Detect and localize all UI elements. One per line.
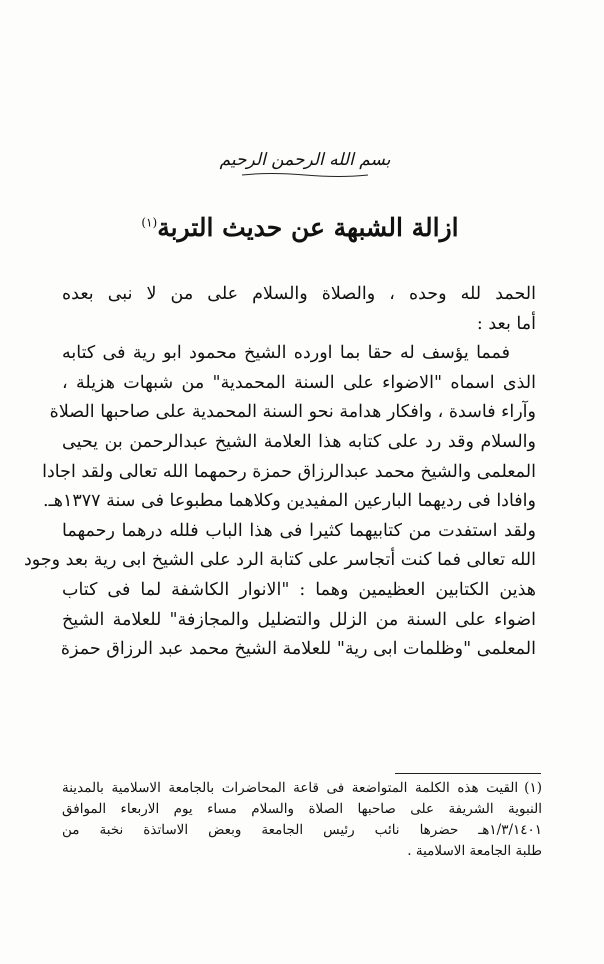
body-line: وافادا فى رديهما البارعين المفيدين وكلاهما مطبوعا فى سنة ١٣٧٧هـ. [43,491,536,512]
basmala-text: بسم الله الرحمن الرحيم [219,150,391,170]
body-line: الحمد لله وحده ، والصلاة والسلام على من لا نبى بعده [62,284,536,304]
body-line: فمما يؤسف له حقا بما اورده الشيخ محمود ابو رية فى كتابه [62,343,510,364]
basmala-ornament-icon [240,172,370,178]
body-line: والسلام وقد رد على كتابه هذا العلامة الشيخ عبدالرحمن بن يحيى [62,431,536,452]
footnote-marker: (١) [524,780,542,796]
body-line: المعلمى والشيخ محمد عبدالرزاق حمزة رحمهما الله تعالى ولقد اجادا [42,461,536,482]
body-line: المعلمى "وظلمات ابى رية" للعلامة الشيخ محمد عبد الرزاق حمزة [60,639,536,660]
body-line: أما بعد : [476,313,536,334]
body-text [23,280,536,665]
body-line: الله تعالى فما كنت أتجاسر على كتابة الرد على الشيخ ابى رية بعد وجود [23,550,536,571]
page-title-text: ازالة الشبهة عن حديث التربة [157,213,459,242]
body-line: هذين الكتابين العظيمين وهما : "الانوار الكاشفة لما فى كتاب [62,579,536,600]
footnotes [62,778,542,862]
footnote-line [62,778,542,799]
footnote-divider [395,773,541,774]
footnote-line: النبوية الشريفة على صاحبها الصلاة والسلام مساء يوم الاربعاء الموافق [62,801,542,817]
body-line: وآراء فاسدة ، وافكار هدامة نحو السنة المحمدية على صاحبها الصلاة [49,402,536,423]
title-footnote-marker: (١) [141,215,158,230]
footnote-text: القيت هذه الكلمة المتواضعة فى قاعة المحاضرات بالجامعة الاسلامية بالمدينة [62,780,519,796]
body-line: الذى اسماه "الاضواء على السنة المحمدية" من شبهات هزيلة ، [62,372,536,393]
footnote-line: طلبة الجامعة الاسلامية . [407,843,542,859]
body-line: اضواء على السنة من الزلل والتضليل والمجازفة" للعلامة الشيخ [62,609,536,630]
basmala-heading [200,150,410,178]
body-line: ولقد استفدت من كتابيهما كثيرا فى هذا الباب فلله درهما رحمهما [62,520,536,541]
footnote-line: ١/٣/١٤٠١هـ حضرها نائب رئيس الجامعة وبعض الاساتذة نخبة من [62,822,542,838]
page-title [120,213,480,242]
